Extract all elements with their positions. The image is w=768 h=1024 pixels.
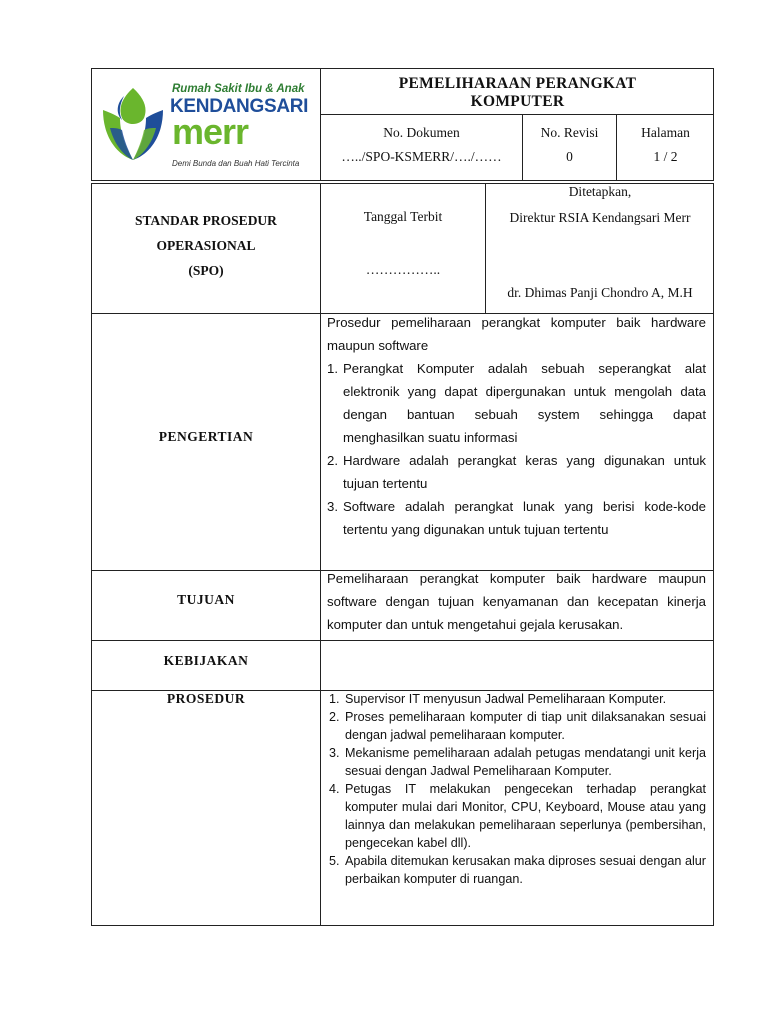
document-title-line-2: KOMPUTER [470,93,565,110]
spo-label-line-3: (SPO) [188,263,224,278]
prosedur-content [329,690,706,888]
row-divider-3 [91,640,714,641]
tujuan-label: TUJUAN [177,592,235,607]
hospital-logo-icon [100,84,166,170]
list-item: 2. Hardware adalah perangkat keras yang digunakan untuk tujuan tertentu [327,449,706,495]
list-item: 3. Software adalah perangkat lunak yang berisi kode-kode tertentu yang digunakan untuk tujuan tertentu [327,495,706,541]
pengertian-item-3: Software adalah perangkat lunak yang berisi kode-kode tertentu yang digunakan untuk tujuan tertentu [343,499,706,537]
logo-line-1: Rumah Sakit Ibu & Anak [172,83,305,95]
issue-date-label: Tanggal Terbit [363,209,443,224]
prosedur-item-2: Proses pemeliharaan komputer di tiap unit dilaksanakan sesuai dengan jadwal pemeliharaan komputer. [345,710,706,742]
doc-number-cell [321,121,522,169]
revision-value: 0 [566,149,573,164]
logo-line-2: KENDANGSARI [170,96,309,117]
issue-date-value: …………….. [365,262,441,277]
hospital-logo [100,80,310,172]
prosedur-item-5: Apabila ditemukan kerusakan maka diproses sesuai dengan alur perbaikan komputer di ruangan. [345,854,706,886]
pengertian-content [327,311,706,541]
logo-line-3: merr [172,111,249,152]
page-value: 1 / 2 [653,149,678,164]
list-item: 4. Petugas IT melakukan pengecekan terhadap perangkat komputer mulai dari Monitor, CPU, Keyboard, Mouse atau yang lainnya dan melakukan pemeliharaan seperlunya (pembersihan, pengecekan kabel dll). [329,782,706,850]
main-left-divider [320,183,321,926]
list-item: 3. Mekanisme pemeliharaan adalah petugas mendatangi unit kerja sesuai dengan Jadwal Pemeliharaan Komputer. [329,746,706,778]
spo-label-line-1: STANDAR PROSEDUR [135,213,277,228]
pengertian-item-1: Perangkat Komputer adalah sebuah seperangkat alat elektronik yang dapat dipergunakan untuk mengolah data dengan bantuan sebuah system sehingga dapat menghasilkan suatu informasi [343,361,706,445]
page-cell [617,121,714,169]
pengertian-item-2: Hardware adalah perangkat keras yang digunakan untuk tujuan tertentu [343,453,706,491]
prosedur-label: PROSEDUR [166,691,246,706]
spo-label [92,208,320,283]
prosedur-item-4: Petugas IT melakukan pengecekan terhadap perangkat komputer mulai dari Monitor, CPU, Keyboard, Mouse atau yang lainnya dan melakukan pemeliharaan seperlunya (pembersihan, pengecekan kabel dll). [345,782,706,850]
tujuan-text: Pemeliharaan perangkat komputer baik hardware maupun software dengan tujuan kenyamanan dan kecepatan kinerja komputer dan untuk mengetahui gejala kerusakan. [327,571,706,632]
document-title [321,75,714,111]
spo-label-line-2: OPERASIONAL [156,238,256,253]
prosedur-item-3: Mekanisme pemeliharaan adalah petugas mendatangi unit kerja sesuai dengan Jadwal Pemeliharaan Komputer. [345,746,706,778]
director-title: Direktur RSIA Kendangsari Merr [509,210,691,225]
list-item: 5. Apabila ditemukan kerusakan maka diproses sesuai dengan alur perbaikan komputer di ruangan. [329,854,706,886]
list-item: 1. Supervisor IT menyusun Jadwal Pemeliharaan Komputer. [329,690,706,708]
approval-label: Ditetapkan, [568,184,632,199]
revision-cell [523,121,616,169]
signatory-name: dr. Dhimas Panji Chondro A, M.H [507,285,693,300]
page-label: Halaman [641,125,690,140]
prosedur-item-1: Supervisor IT menyusun Jadwal Pemeliharaan Komputer. [345,692,667,706]
prosedur-list [329,690,706,888]
header-title-divider [320,114,714,115]
list-item: 1. Perangkat Komputer adalah sebuah seperangkat alat elektronik yang dapat dipergunakan untuk mengolah data dengan bantuan sebuah system sehingga dapat menghasilkan suatu informasi [327,357,706,449]
logo-tagline: Demi Bunda dan Buah Hati Tercinta [172,159,300,168]
pengertian-list [327,357,706,541]
doc-number-label: No. Dokumen [383,125,460,140]
pengertian-intro: Prosedur pemeliharaan perangkat komputer baik hardware maupun software [327,315,706,353]
document-title-line-1: PEMELIHARAAN PERANGKAT [398,75,637,92]
kebijakan-label: KEBIJAKAN [163,653,249,668]
pengertian-label: PENGERTIAN [158,429,254,444]
revision-label: No. Revisi [540,125,599,140]
list-item: 2. Proses pemeliharaan komputer di tiap unit dilaksanakan sesuai dengan jadwal pemeliharaan komputer. [329,710,706,742]
doc-number-value: …../SPO-KSMERR/…./…… [341,149,502,164]
